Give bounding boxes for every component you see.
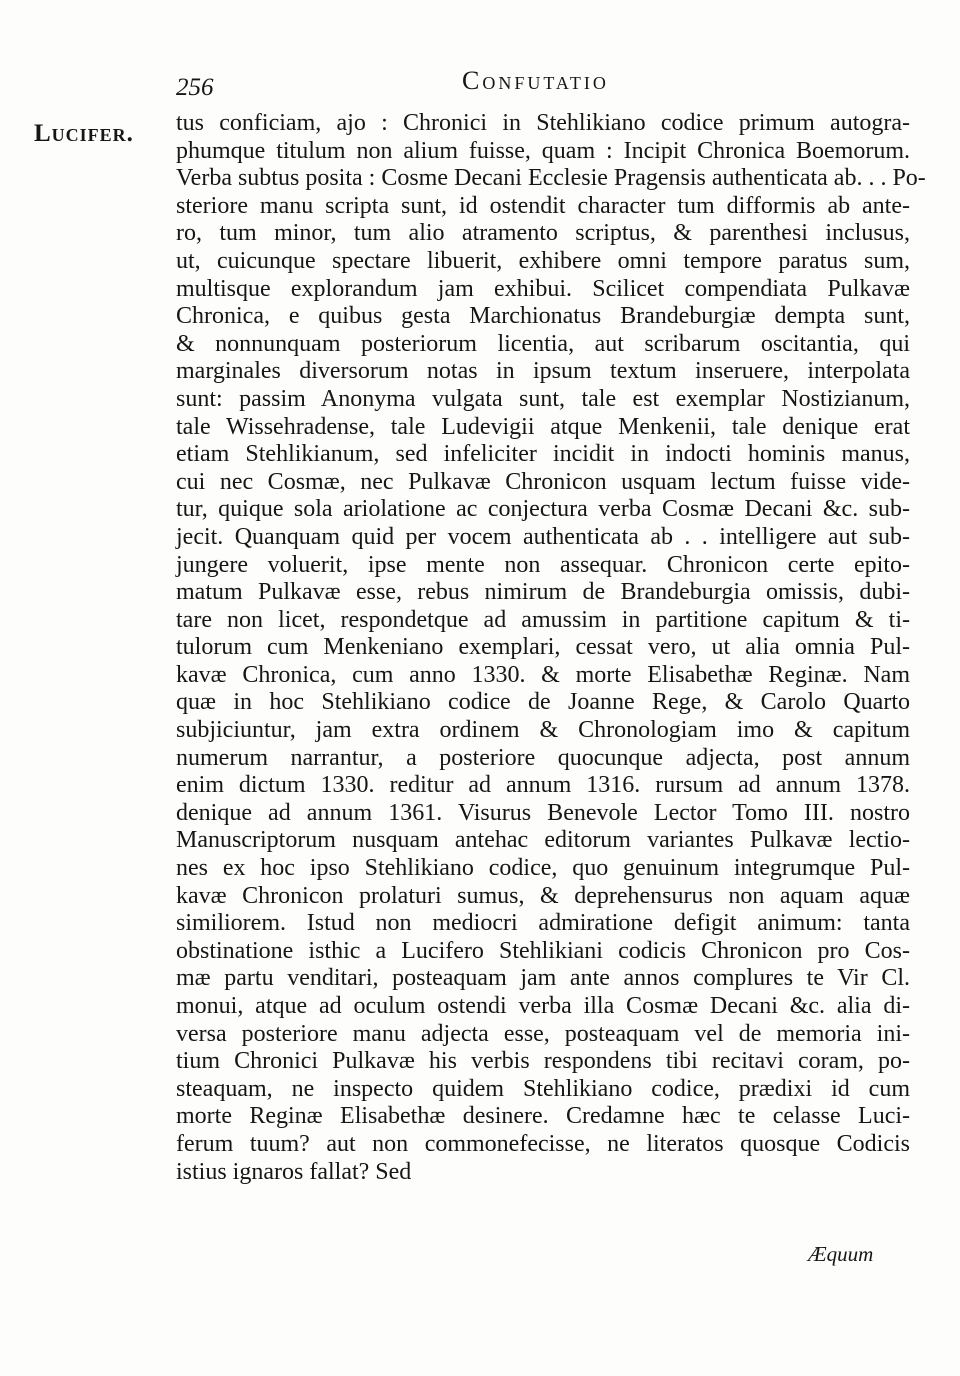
text-line: tulorum cum Menkeniano exemplari, cessat vero, ut alia omnia Pul- bbox=[176, 634, 910, 661]
text-line: Chronica, e quibus gesta Marchionatus Brandeburgiæ dempta sunt, bbox=[176, 303, 910, 330]
margin-note: Lucifer. bbox=[34, 120, 134, 147]
text-line: tium Chronici Pulkavæ his verbis respondens tibi recitavi coram, po- bbox=[176, 1048, 910, 1075]
text-line: cui nec Cosmæ, nec Pulkavæ Chronicon usquam lectum fuisse vide- bbox=[176, 468, 910, 495]
text-line: istius ignaros fallat? Sed bbox=[176, 1158, 412, 1185]
text-line: multisque explorandum jam exhibui. Scilicet compendiata Pulkavæ bbox=[176, 275, 910, 302]
text-line: etiam Stehlikianum, sed infeliciter incidit in indocti hominis manus, bbox=[176, 441, 910, 468]
text-line: obstinatione isthic a Lucifero Stehlikiani codicis Chronicon pro Cos- bbox=[176, 937, 910, 964]
text-line: mæ partu venditari, posteaquam jam ante annos complures te Vir Cl. bbox=[176, 965, 910, 992]
text-line: steaquam, ne inspecto quidem Stehlikiano codice, prædixi id cum bbox=[176, 1075, 910, 1102]
text-line: kavæ Chronica, cum anno 1330. & morte Elisabethæ Reginæ. Nam bbox=[176, 661, 910, 688]
text-line: monui, atque ad oculum ostendi verba illa Cosmæ Decani &c. alia di- bbox=[176, 993, 910, 1019]
text-line: similiorem. Istud non mediocri admiratione defigit animum: tanta bbox=[176, 910, 910, 937]
text-line: jecit. Quanquam quid per vocem authenticata ab . . intelligere aut sub- bbox=[176, 523, 910, 550]
text-line: marginales diversorum notas in ipsum textum inseruere, interpolata bbox=[176, 358, 910, 385]
text-line: kavæ Chronicon prolaturi sumus, & deprehensurus non aquam aquæ bbox=[176, 882, 910, 909]
text-line: nes ex hoc ipso Stehlikiano codice, quo genuinum integrumque Pul- bbox=[176, 855, 910, 882]
text-line: jungere voluerit, ipse mente non assequar. Chronicon certe epito- bbox=[176, 551, 910, 578]
text-line: subjiciuntur, jam extra ordinem & Chronologiam imo & capitum bbox=[176, 717, 910, 744]
text-line: steriore manu scripta sunt, id ostendit character tum difformis ab ante- bbox=[176, 192, 910, 219]
text-line: quæ in hoc Stehlikiano codice de Joanne Rege, & Carolo Quarto bbox=[176, 689, 910, 716]
text-line: tale Wissehradense, tale Ludevigii atque Menkenii, tale denique erat bbox=[176, 413, 910, 440]
text-line: ferum tuum? aut non commonefecisse, ne literatos quosque Codicis bbox=[176, 1130, 910, 1157]
body-text bbox=[176, 110, 926, 1186]
text-line: phumque titulum non alium fuisse, quam : Incipit Chronica Boemorum. bbox=[176, 137, 910, 164]
text-line: enim dictum 1330. reditur ad annum 1316. rursum ad annum 1378. bbox=[176, 772, 910, 799]
text-line: ut, cuicunque spectare libuerit, exhibere omni tempore paratus sum, bbox=[176, 247, 910, 274]
text-line: & nonnunquam posteriorum licentia, aut scribarum oscitantia, qui bbox=[176, 330, 910, 357]
text-line: denique ad annum 1361. Visurus Benevole Lector Tomo III. nostro bbox=[176, 799, 910, 826]
running-title: Confutatio bbox=[462, 66, 609, 95]
catchword: Æquum bbox=[808, 1242, 874, 1266]
text-line: tur, quique sola ariolatione ac conjectura verba Cosmæ Decani &c. sub- bbox=[176, 496, 910, 523]
text-line: tus conficiam, ajo : Chronici in Stehlikiano codice primum autogra- bbox=[176, 110, 910, 136]
text-line: Verba subtus posita : Cosme Decani Ecclesie Pragensis authenticata ab. . . Po- bbox=[176, 165, 926, 192]
text-line: sunt: passim Anonyma vulgata sunt, tale est exemplar Nostizianum, bbox=[176, 385, 910, 412]
page-number: 256 bbox=[176, 74, 214, 101]
text-line: Manuscriptorum nusquam antehac editorum variantes Pulkavæ lectio- bbox=[176, 827, 910, 854]
text-line: matum Pulkavæ esse, rebus nimirum de Brandeburgia omissis, dubi- bbox=[176, 579, 910, 606]
text-line: tare non licet, respondetque ad amussim in partitione capitum & ti- bbox=[176, 606, 910, 633]
text-line: numerum narrantur, a posteriore quocunque adjecta, post annum bbox=[176, 744, 910, 771]
text-line: versa posteriore manu adjecta esse, posteaquam vel de memoria ini- bbox=[176, 1020, 910, 1047]
text-line: morte Reginæ Elisabethæ desinere. Credamne hæc te celasse Luci- bbox=[176, 1103, 910, 1130]
text-line: ro, tum minor, tum alio atramento scriptus, & parenthesi inclusus, bbox=[176, 220, 910, 247]
